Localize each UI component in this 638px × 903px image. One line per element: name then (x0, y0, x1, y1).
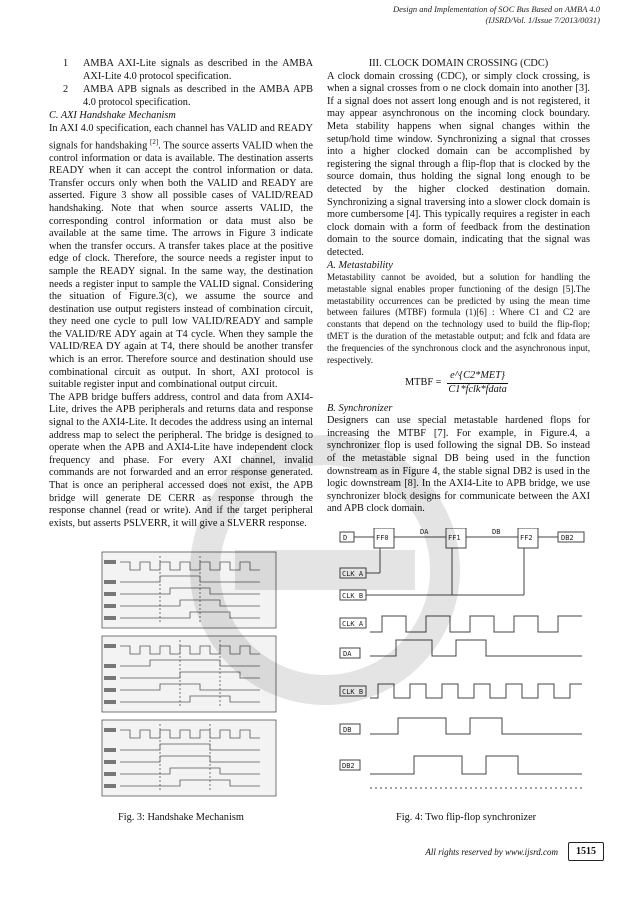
ff-label: FF0 (376, 534, 389, 542)
wave-da-label: DA (343, 650, 352, 658)
clk-a-label: CLK_A (342, 570, 364, 578)
list-text: AMBA AXI-Lite signals as described in the AMBA AXI-Lite 4.0 protocol specification. (83, 58, 313, 82)
header-title: Design and Implementation of SOC Bus Based on AMBA 4.0 (393, 4, 600, 14)
paragraph-part: In AXI 4.0 specification, each channel has VALID and READY signals for handshaking (49, 122, 313, 151)
left-column (49, 58, 313, 530)
wave-clk-b-label: CLK_B (342, 688, 364, 696)
mtbf-label: MTBF = (405, 377, 442, 389)
right-column (327, 58, 590, 516)
list-item (49, 84, 313, 109)
ff-label: FF2 (520, 534, 533, 542)
figure-synchronizer-diagram (336, 528, 592, 806)
signal-d-label: D (343, 534, 348, 542)
wave-clk-a-label: CLK_A (342, 620, 364, 628)
paragraph-cdc: A clock domain crossing (CDC), or simply clock crossing, is when a signal crosses from o ne clock domain into another [3]. If a signal does not assert long enough and is not registered, it may appear asynchronous on the incoming clock boundary. Meta stability happens when signal changes within the setup/hold time window. Synchronizing a signal that crosses into a higher clocked domain can be accomplished by registering the signal through a flip-flop that is clocked by the source domain, thus holding the signal long enough to be detected by the higher clocked destination domain. Synchronizing a signal traversing into a slower clock domain is more cumbersome [4]. This typically requires a register in each clock domain with a form of feedback from the destination domain to the source domain, indicating that the signal was detected. (327, 70, 590, 258)
list-number: 1 (63, 58, 69, 69)
running-header (393, 4, 600, 26)
header-issue: (IJSRD/Vol. 1/Issue 7/2013/0031) (485, 15, 600, 25)
mtbf-denominator: C1*fclk*fdata (448, 384, 507, 396)
list-number: 2 (63, 84, 69, 96)
figure-handshake-diagram (100, 550, 278, 800)
mtbf-numerator: e^{C2*MET} (447, 370, 508, 384)
figure-3-caption: Fig. 3: Handshake Mechanism (118, 812, 244, 823)
footer-rights: All rights reserved by www.ijsrd.com (425, 846, 558, 857)
section-heading-cdc: III. CLOCK DOMAIN CROSSING (CDC) (368, 58, 549, 69)
signal-db-label: DB (492, 528, 501, 536)
wave-db-label: DB (343, 726, 352, 734)
mtbf-equation (405, 370, 590, 396)
citation: [2] (150, 137, 159, 146)
section-heading-handshake: C. AXI Handshake Mechanism (49, 110, 176, 122)
list-text: AMBA APB signals as described in the AMBA APB 4.0 protocol specification. (83, 84, 313, 108)
section-heading-synchronizer: B. Synchronizer (327, 402, 393, 414)
paragraph-synchronizer: Designers can use special metastable hardened flops for increasing the MTBF [7]. For example, in Figure.4, a synchronizer flop is used following the signal DB. So instead of the metastable signal DB being used in the function downstream as in Figure 4, the stable signal DB2 is used in the logic downstream [8]. In the AXI4-Lite to APB bridge, we use synchronizer block designs for communicate between the AXI and APB clock domain. (327, 415, 590, 515)
ff-label: FF1 (448, 534, 461, 542)
paragraph-apb-bridge: The APB bridge buffers address, control and data from AXI4-Lite, drives the APB peripherals and returns data and response signal to the AXI4-Lite. It decodes the address using an internal address map to select the peripheral. The bridge is designed to operate when the APB and AXI4-Lite have independent clock frequency and phase. For every AXI channel, invalid commands are not forwarded and an error response generated. That is once an peripheral accessed does not exist, the APB bridge will generate DE CERR as response through the response channel (read or write). And if the target peripheral exists, but asserts PSLVERR, it will give a SLVERR response. (49, 391, 313, 529)
figure-4-caption: Fig. 4: Two flip-flop synchronizer (396, 812, 537, 823)
section-heading-metastability: A. Metastability (327, 259, 393, 271)
paragraph-handshake (49, 123, 313, 392)
mtbf-fraction (445, 370, 509, 396)
paragraph-metastability: Metastability cannot be avoided, but a solution for handling the metastable signal enables proper functioning of the design [5].The metastability occurrences can be predicted by using the mean time between failures (MTBF) formula (1)[6] : Where C1 and C2 are constants that depend on the technology used to build the flip-flop; tMET is the duration of the metastable output; and fclk and fdata are the frequencies of the synchronous clock and the asynchronous input, respectively. (327, 272, 590, 365)
list-item (49, 58, 313, 83)
page-footer (425, 842, 604, 861)
clk-b-label: CLK_B (342, 592, 364, 600)
page-number: 1515 (568, 842, 604, 861)
signal-da-label: DA (420, 528, 429, 536)
signal-db2-label: DB2 (561, 534, 574, 542)
paragraph-part: . The source asserts VALID when the control information or data is available. The destination asserts READY when it can accept the control information or data. Transfer occurs only when both the VALID and READY are asserted. Figure 3 show all possible cases of VALID/READ handshaking. Note that when source asserts VALID, the corresponding control information or data must also be available at the same time. The arrows in Figure 3 indicate when the transfer occurs. A transfer takes place at the positive edge of clock. Therefore, the source needs a register input to sample the READY signal. In the same way, the destination needs a register input to sample the VALID signal. Considering the situation of Figure.3(c), we assume the source and destination use output registers instead of combination circuit, they need one cycle to pull low VALID/READY and sample the VALID/RE ADY again at T4 cycle. When they sample the VALID/REA DY again at T4, there should be another transfer which is an error. Therefore source and destination should use combinational circuit as output. In short, AXI protocol is suitable register input and combinational output circuit. (49, 139, 313, 391)
wave-db2-label: DB2 (342, 762, 355, 770)
